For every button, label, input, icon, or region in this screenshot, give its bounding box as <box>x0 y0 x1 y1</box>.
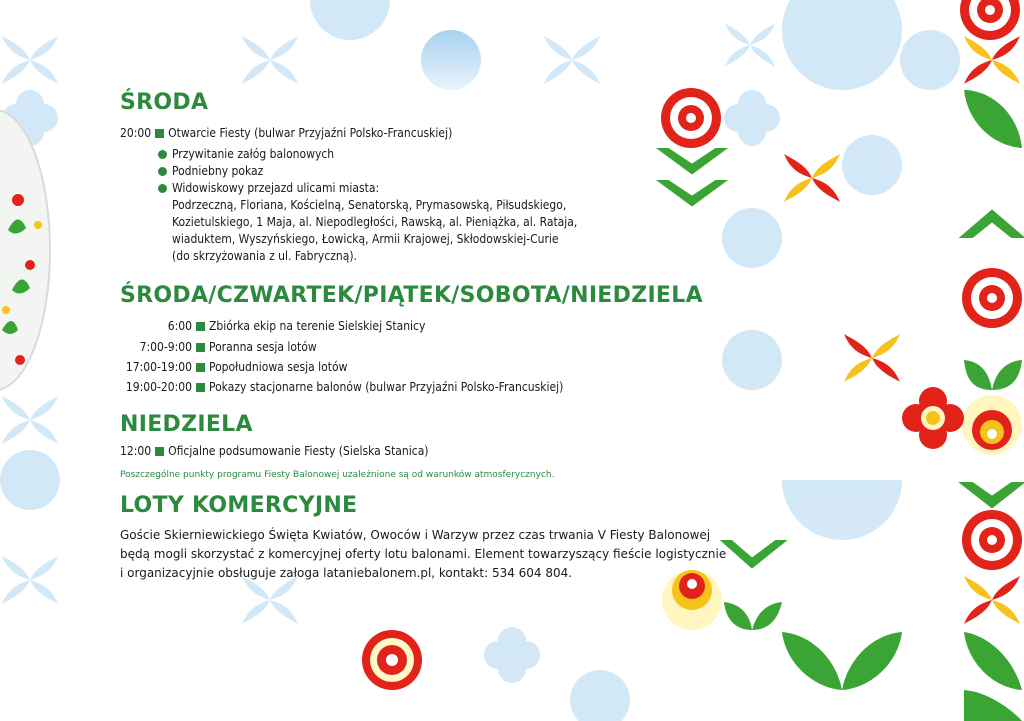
dot-bullet-icon <box>158 150 167 159</box>
square-bullet-icon <box>155 129 164 138</box>
bullet-item: Podniebny pokaz <box>158 163 263 179</box>
route-line: (do skrzyżowania z ul. Fabryczną). <box>172 249 357 263</box>
commercial-text-line: będą mogli skorzystać z komercyjnej oferty lotu balonami. Element towarzyszący fieście logistycznie <box>120 547 727 561</box>
schedule-time: 20:00 <box>120 126 152 140</box>
schedule-item <box>110 318 425 334</box>
schedule-time: 17:00-19:00 <box>125 360 192 374</box>
section-title-multi-day: ŚRODA/CZWARTEK/PIĄTEK/SOBOTA/NIEDZIELA <box>120 283 703 308</box>
bullet-item: Widowiskowy przejazd ulicami miasta: <box>158 180 379 196</box>
schedule-time: 7:00-9:00 <box>139 340 192 354</box>
schedule-item <box>110 359 347 375</box>
schedule-time: 19:00-20:00 <box>125 380 192 394</box>
schedule-item <box>110 339 317 355</box>
dot-bullet-icon <box>158 167 167 176</box>
route-line: Kozietulskiego, 1 Maja, al. Niepodległości, Rawską, al. Pieniążka, al. Rataja, <box>172 215 578 229</box>
schedule-item <box>120 443 429 459</box>
route-line: wiaduktem, Wyszyńskiego, Łowicką, Armii Krajowej, Skłodowskiej-Curie <box>172 232 559 246</box>
square-bullet-icon <box>196 383 205 392</box>
weather-note: Poszczególne punkty programu Fiesty Balonowej uzależnione są od warunków atmosferycznych. <box>120 470 555 480</box>
section-title-commercial: LOTY KOMERCYJNE <box>120 493 358 518</box>
commercial-text-line: Goście Skierniewickiego Święta Kwiatów, Owoców i Warzyw przez czas trwania V Fiesty Balonowej <box>120 528 711 542</box>
commercial-text-line: i organizacyjnie obsługuje załoga lataniebalonem.pl, kontakt: 534 604 804. <box>120 566 573 580</box>
schedule-text: Otwarcie Fiesty (bulwar Przyjaźni Polsko-Francuskiej) <box>168 126 453 140</box>
section-title-wednesday: ŚRODA <box>120 90 209 115</box>
schedule-text: Zbiórka ekip na terenie Sielskiej Stanicy <box>209 319 426 333</box>
route-line: Podrzeczną, Floriana, Kościelną, Senatorską, Prymasowską, Piłsudskiego, <box>172 198 567 212</box>
schedule-time: 6:00 <box>167 319 192 333</box>
square-bullet-icon <box>155 447 164 456</box>
dot-bullet-icon <box>158 184 167 193</box>
schedule-text: Popołudniowa sesja lotów <box>209 360 348 374</box>
square-bullet-icon <box>196 322 205 331</box>
bullet-item: Przywitanie załóg balonowych <box>158 146 334 162</box>
section-title-sunday: NIEDZIELA <box>120 412 253 437</box>
schedule-time: 12:00 <box>120 444 152 458</box>
square-bullet-icon <box>196 343 205 352</box>
schedule-text: Oficjalne podsumowanie Fiesty (Sielska Stanica) <box>168 444 429 458</box>
schedule-item <box>110 379 563 395</box>
schedule-item <box>120 125 452 141</box>
schedule-text: Pokazy stacjonarne balonów (bulwar Przyjaźni Polsko-Francuskiej) <box>209 380 564 394</box>
square-bullet-icon <box>196 363 205 372</box>
schedule-text: Poranna sesja lotów <box>209 340 317 354</box>
